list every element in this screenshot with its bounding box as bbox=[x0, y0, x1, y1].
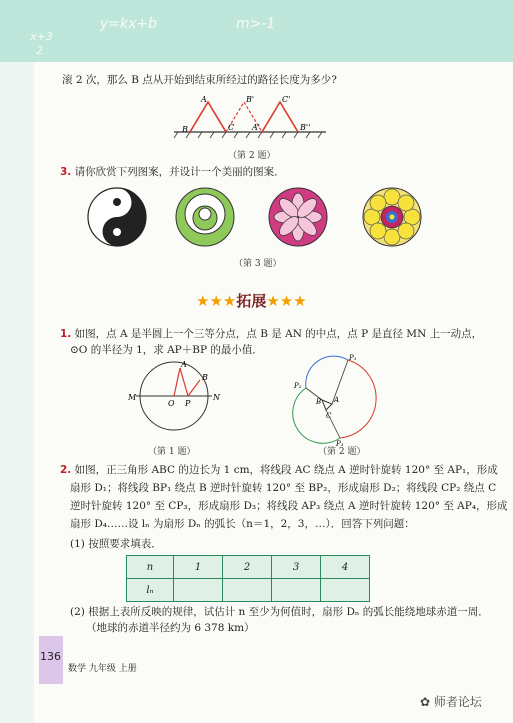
q3-text: 请你欣赏下列图案，并设计一个美丽的图案． bbox=[74, 166, 285, 178]
q3-number: 3. bbox=[60, 166, 72, 178]
ext1-number: 1. bbox=[60, 328, 72, 340]
fig2-label-p2: P₂ bbox=[294, 382, 302, 390]
fig1-label-a: A bbox=[181, 360, 187, 369]
label-a-prime: A' bbox=[252, 123, 260, 132]
ext2-sub2-line-2: （地球的赤道半径约为 6 378 km） bbox=[86, 622, 255, 634]
ext1-line-1 bbox=[60, 326, 482, 342]
fig1-label-n: N bbox=[213, 393, 220, 402]
ext2-line-1 bbox=[60, 462, 498, 478]
q3-line bbox=[60, 164, 285, 180]
table-cell: lₙ bbox=[127, 579, 174, 602]
table-row-n bbox=[127, 556, 370, 579]
header-formula-1: x+3 bbox=[30, 30, 53, 43]
label-c-prime: C' bbox=[282, 95, 291, 104]
rolling-triangle-figure bbox=[170, 90, 330, 142]
watermark bbox=[420, 693, 482, 710]
ext2-text-2: 扇形 D₁；将线段 BP₁ 绕点 B 逆时针旋转 120° 至 BP₂，形成扇形 D₂；将线段 CP₂ 绕点 C bbox=[70, 482, 497, 494]
ext1-text-2: ⊙O 的半径为 1，求 AP＋BP 的最小值． bbox=[70, 344, 263, 356]
margin-strip bbox=[0, 62, 34, 723]
table-cell bbox=[272, 579, 321, 602]
wechat-icon: ✿ bbox=[420, 695, 431, 709]
fill-in-table bbox=[126, 555, 370, 602]
header-formula-2: y=kx+b bbox=[100, 16, 158, 32]
yin-yang-pattern bbox=[82, 186, 152, 248]
header-formula-1b: 2 bbox=[36, 44, 43, 57]
label-c: C bbox=[228, 123, 235, 132]
label-a: A bbox=[201, 95, 207, 104]
table-row-l bbox=[127, 579, 370, 602]
table-cell: 2 bbox=[223, 556, 272, 579]
label-b-dprime: B'' bbox=[300, 123, 311, 132]
header-formula-3: m>-1 bbox=[236, 16, 276, 32]
fig2-label-p3: P₃ bbox=[336, 440, 344, 446]
semicircle-figure bbox=[124, 358, 224, 438]
ext2-sub1: (1) 按照要求填表． bbox=[70, 538, 162, 550]
caption-ext1: （第 1 题） bbox=[148, 447, 196, 457]
label-b-prime: B' bbox=[246, 95, 255, 104]
ext2-number: 2. bbox=[60, 464, 72, 476]
section-title-text: 拓展 bbox=[236, 292, 267, 310]
table-cell bbox=[223, 579, 272, 602]
label-b: B bbox=[182, 125, 188, 134]
ext2-text-3: 逆时针旋转 120° 至 CP₃，形成扇形 D₃；将线段 AP₃ 绕点 A 逆时针旋转 120° 至 AP₄，形成 bbox=[70, 500, 508, 512]
fig2-label-a: A bbox=[334, 396, 340, 404]
ext2-sub2-line-1: (2) 根据上表所反映的规律，试估计 n 至少为何值时，扇形 Dₙ 的弧长能绕地球赤道一周． bbox=[70, 606, 489, 618]
caption-q2: （第 2 题） bbox=[228, 151, 276, 161]
fig2-label-c: C bbox=[326, 412, 332, 420]
header-band bbox=[0, 0, 513, 62]
table-cell: 1 bbox=[174, 556, 223, 579]
flower-pattern bbox=[262, 186, 334, 248]
ext1-text-1: 如图，点 A 是半圆上一个三等分点，点 B 是 AN 的中点，点 P 是直径 MN 上一动点， bbox=[74, 328, 483, 340]
fig1-label-b: B bbox=[202, 373, 208, 382]
table-cell: 4 bbox=[321, 556, 370, 579]
caption-q3: （第 3 题） bbox=[234, 259, 282, 269]
q-prev-text: 滚 2 次，那么 B 点从开始到结束所经过的路径长度为多少? bbox=[62, 74, 337, 86]
table-cell bbox=[174, 579, 223, 602]
page-number: 136 bbox=[40, 650, 61, 663]
fig2-label-b: B bbox=[316, 398, 322, 406]
stars-right: ★★★ bbox=[266, 292, 307, 310]
table-cell: n bbox=[127, 556, 174, 579]
spiral-sector-figure bbox=[292, 352, 388, 446]
ext2-text-4: 扇形 D₄……设 lₙ 为扇形 Dₙ 的弧长（n＝1，2，3，…）．回答下列问题： bbox=[70, 518, 415, 530]
table-cell: 3 bbox=[272, 556, 321, 579]
book-title: 数学 九年级 上册 bbox=[68, 664, 137, 674]
fig1-label-m: M bbox=[128, 393, 137, 402]
stars-left: ★★★ bbox=[196, 292, 237, 310]
fig1-label-o: O bbox=[168, 399, 175, 408]
extension-section-title bbox=[196, 290, 307, 311]
green-circle-pattern bbox=[170, 186, 240, 248]
yellow-circles-pattern bbox=[356, 186, 428, 248]
fig1-label-p: P bbox=[185, 399, 191, 408]
fig2-label-p1: P₁ bbox=[349, 354, 357, 362]
table-cell bbox=[321, 579, 370, 602]
caption-ext2: （第 2 题） bbox=[318, 447, 366, 457]
watermark-text: 师者论坛 bbox=[433, 695, 482, 709]
ext2-text-1: 如图，正三角形 ABC 的边长为 1 cm，将线段 AC 绕点 A 逆时针旋转 120° 至 AP₁，形成 bbox=[74, 464, 498, 476]
